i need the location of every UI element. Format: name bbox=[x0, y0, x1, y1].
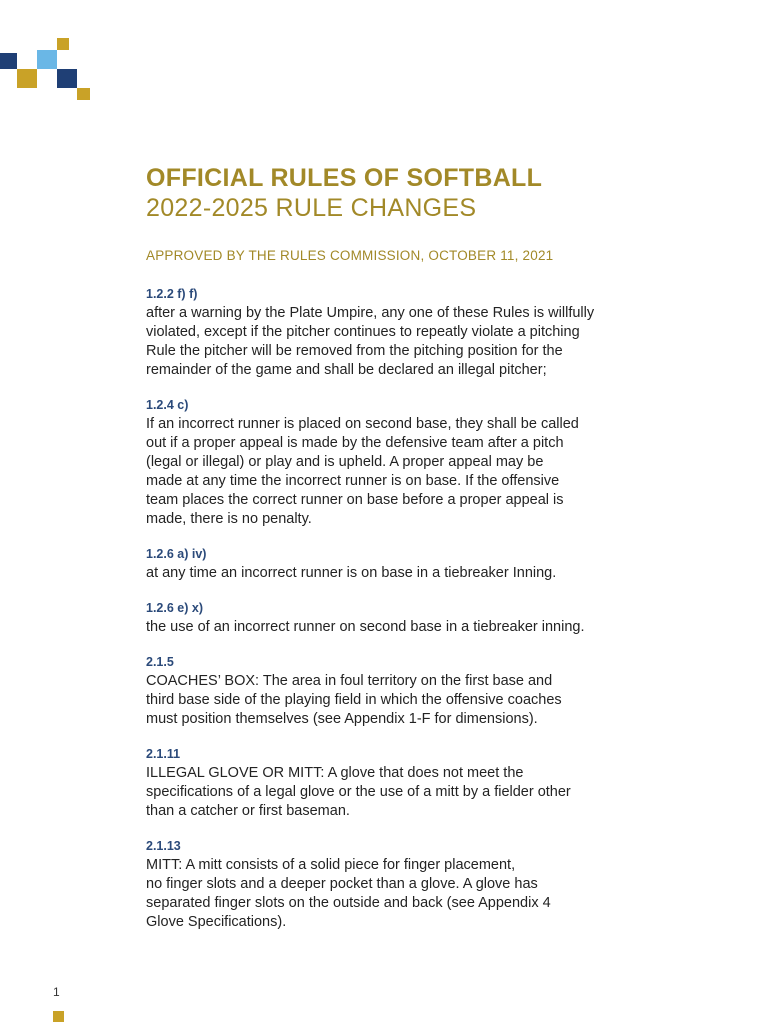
rule-number: 2.1.11 bbox=[146, 747, 181, 761]
logo-square-icon bbox=[17, 69, 37, 88]
rule-number: 1.2.6 e) x) bbox=[146, 601, 203, 615]
rule-text: after a warning by the Plate Umpire, any one of these Rules is willfully violated, except if the pitcher continues to repeatly violate a pitching Rule the pitcher will be removed from the pitching position for the remainder of the game and shall be declared an illegal pitcher; bbox=[146, 305, 595, 378]
rule-item bbox=[146, 546, 686, 583]
page-subtitle: 2022-2025 RULE CHANGES bbox=[146, 194, 477, 222]
rule-text: ILLEGAL GLOVE OR MITT: A glove that does not meet the specifications of a legal glove or the use of a mitt by a fielder other than a catcher or first baseman. bbox=[146, 765, 571, 819]
rule-item bbox=[146, 838, 686, 932]
rule-item bbox=[146, 654, 686, 729]
title-block bbox=[146, 163, 706, 223]
rule-number: 1.2.4 c) bbox=[146, 398, 189, 412]
page-number: 1 bbox=[53, 985, 60, 999]
page-title: OFFICIAL RULES OF SOFTBALL bbox=[146, 164, 543, 192]
rule-text: at any time an incorrect runner is on base in a tiebreaker Inning. bbox=[146, 565, 557, 581]
rule-item bbox=[146, 600, 686, 637]
rule-text: If an incorrect runner is placed on second base, they shall be called out if a proper appeal is made by the defensive team after a pitch (legal or illegal) or play and is upheld. A proper appeal may be made at any time the incorrect runner is on base. If the offensive team places the correct runner on base before a proper appeal is made, there is no penalty. bbox=[146, 416, 579, 527]
logo bbox=[0, 0, 100, 110]
rule-text: the use of an incorrect runner on second base in a tiebreaker inning. bbox=[146, 619, 585, 635]
logo-square-icon bbox=[57, 38, 69, 50]
rule-item bbox=[146, 746, 686, 821]
rule-number: 1.2.2 f) f) bbox=[146, 287, 198, 301]
footer-square-icon bbox=[53, 1011, 64, 1022]
rule-number: 1.2.6 a) iv) bbox=[146, 547, 207, 561]
rule-text: MITT: A mitt consists of a solid piece for finger placement, no finger slots and a deeper pocket than a glove. A glove has separated finger slots on the outside and back (see Appendix 4 Glove Specifications). bbox=[146, 857, 551, 930]
logo-square-icon bbox=[37, 50, 57, 69]
approval-line: APPROVED BY THE RULES COMMISSION, OCTOBER 11, 2021 bbox=[146, 248, 554, 263]
rule-item bbox=[146, 286, 686, 380]
logo-square-icon bbox=[77, 88, 90, 100]
logo-square-icon bbox=[0, 53, 17, 69]
logo-square-icon bbox=[57, 69, 77, 88]
rule-item bbox=[146, 397, 686, 529]
rules-list bbox=[146, 286, 686, 949]
rule-number: 2.1.13 bbox=[146, 839, 181, 853]
rule-text: COACHES’ BOX: The area in foul territory on the first base and third base side of the playing field in which the offensive coaches must position themselves (see Appendix 1-F for dimensions). bbox=[146, 673, 562, 727]
rule-number: 2.1.5 bbox=[146, 655, 174, 669]
